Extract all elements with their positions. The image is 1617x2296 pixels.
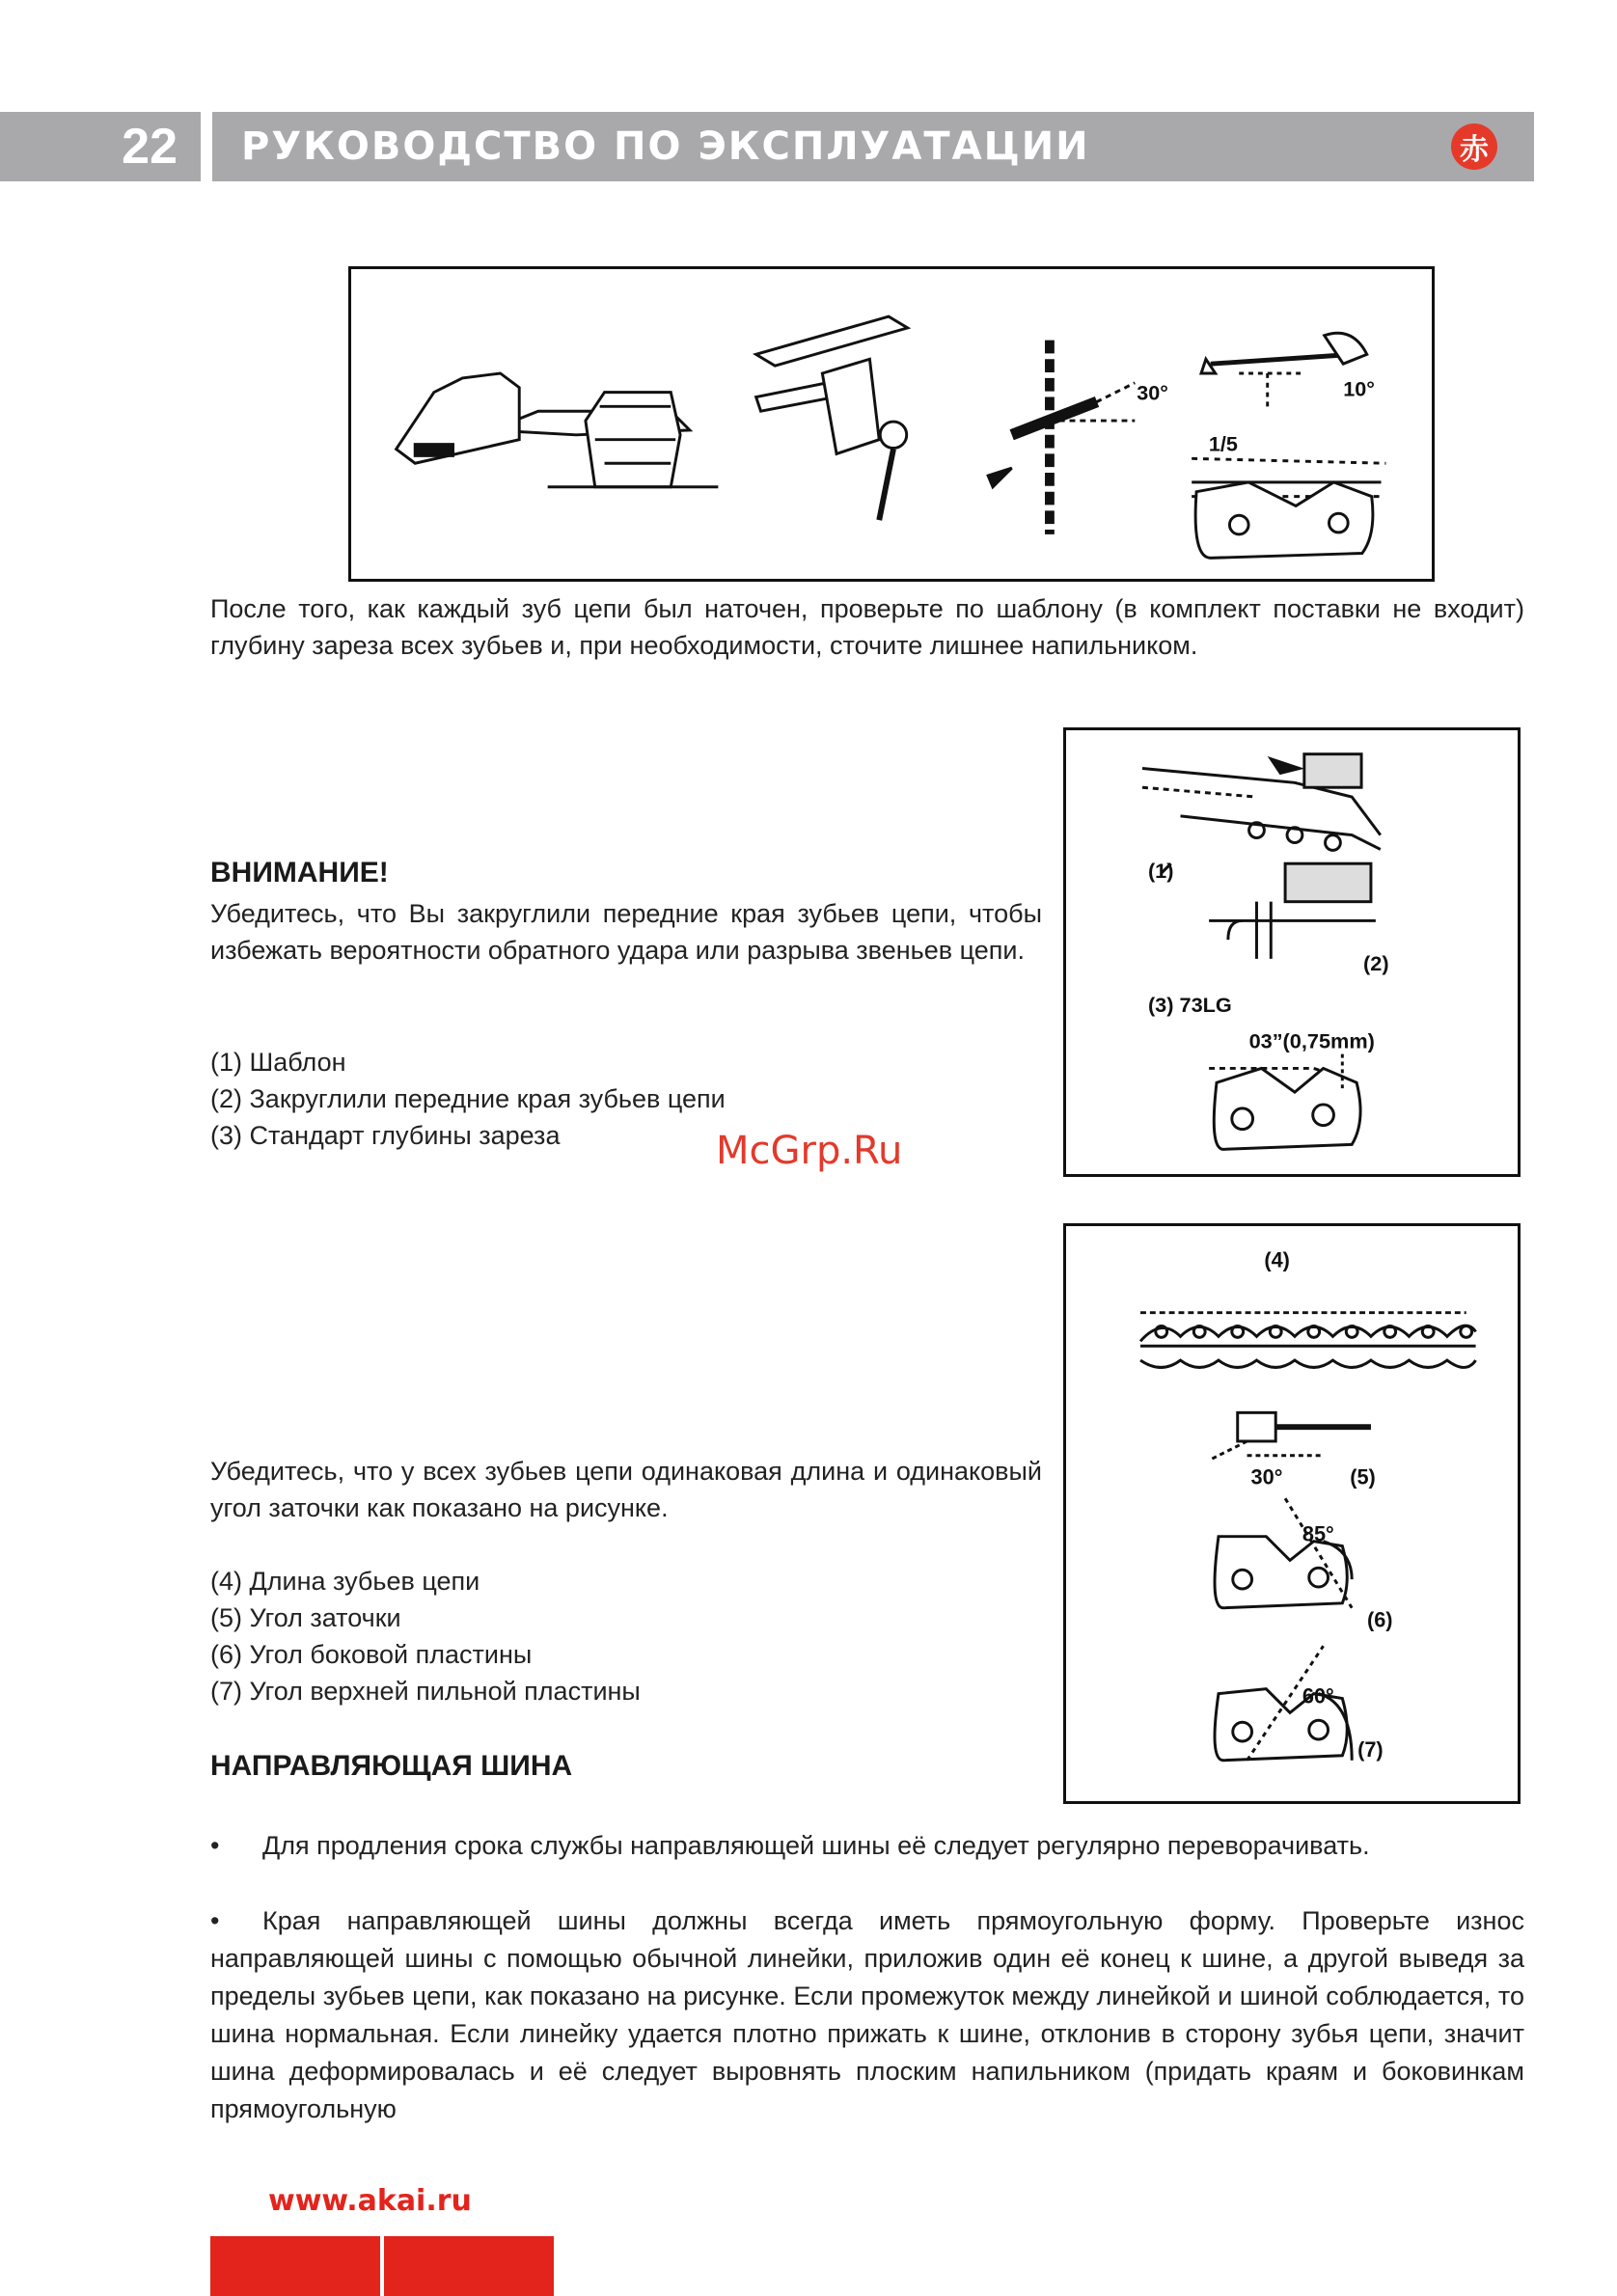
label-3: (3) 73LG — [1147, 993, 1232, 1018]
depth-gauge-illustration — [1066, 730, 1518, 1174]
logo-glyph: 赤 — [1460, 133, 1489, 167]
figure-depth-gauge — [1063, 727, 1521, 1177]
label-4: (4) — [1264, 1247, 1290, 1272]
side-plate-angle-icon — [1215, 1498, 1352, 1608]
template-check-paragraph: После того, как каждый зуб цепи был наточен, проверьте по шаблону (в комплект поставки не входит) глубину зареза всех зубьев и, при необходимости, сточите лишнее напильником. — [210, 594, 1524, 660]
measure-label: 03”(0,75mm) — [1248, 1028, 1375, 1053]
label-5: (5) — [1350, 1464, 1376, 1490]
footer-url[interactable]: www.akai.ru — [268, 2184, 472, 2218]
sharpening-illustration — [351, 269, 1432, 579]
angle-60-label: 60° — [1302, 1683, 1334, 1708]
bullet-text: Для продления срока службы направляющей шины её следует регулярно переворачивать. — [262, 1831, 1370, 1860]
list-item: (1) Шаблон — [210, 1048, 346, 1077]
footer-red-block — [210, 2236, 380, 2296]
list-item: (3) Стандарт глубины зареза — [210, 1121, 561, 1150]
teeth-text: Убедитесь, что у всех зубьев цепи одинаковая длина и одинаковый угол заточки как показано на рисунке. — [210, 1457, 1042, 1522]
page-number-text: 22 — [122, 119, 178, 175]
bullet-item — [210, 1902, 1524, 2128]
list-item: (7) Угол верхней пильной пластины — [210, 1677, 641, 1706]
list-item: (5) Угол заточки — [210, 1603, 401, 1632]
guide-bar-heading: НАПРАВЛЯЮЩАЯ ШИНА — [210, 1750, 573, 1782]
list-item: (6) Угол боковой пластины — [210, 1640, 533, 1669]
bullet-item — [210, 1827, 1524, 1865]
list-item: (4) Длина зубьев цепи — [210, 1567, 480, 1596]
warning-text: Убедитесь, что Вы закруглили передние края зубьев цепи, чтобы избежать вероятности обратного удара или разрыва звеньев цепи. — [210, 899, 1042, 965]
file-angle-icon — [988, 341, 1135, 534]
brand-logo-icon — [1451, 123, 1497, 170]
watermark-text: McGrp.Ru — [716, 1129, 903, 1173]
warning-heading: ВНИМАНИЕ! — [210, 857, 389, 888]
bullet-glyph: • — [210, 1831, 220, 1860]
chain-template-icon — [1142, 754, 1381, 1150]
fraction-label: 1/5 — [1208, 431, 1238, 456]
vise-clamp-icon — [756, 316, 908, 520]
file-angle-30-icon — [1209, 1412, 1371, 1460]
angle-10-label: 10° — [1343, 376, 1375, 401]
footer-red-block — [384, 2236, 554, 2296]
label-7: (7) — [1357, 1736, 1384, 1762]
angle-85-label: 85° — [1302, 1521, 1334, 1546]
angle-30-label: 30° — [1137, 380, 1168, 405]
bullet-glyph: • — [210, 1906, 220, 1935]
teeth-angles-illustration — [1066, 1226, 1518, 1801]
page-number — [0, 112, 201, 181]
warning-list — [210, 1044, 1040, 1154]
angle-30-label: 30° — [1250, 1464, 1283, 1490]
chain-links-icon — [1140, 1313, 1476, 1368]
figure-sharpening — [348, 266, 1435, 582]
label-2: (2) — [1363, 950, 1389, 975]
chainsaw-stump-icon — [397, 373, 719, 487]
header-title: РУКОВОДСТВО ПО ЭКСПЛУАТАЦИИ — [241, 124, 1090, 169]
list-item: (2) Закруглили передние края зубьев цепи — [210, 1084, 726, 1113]
figure-teeth-angles — [1063, 1223, 1521, 1804]
label-1: (1) — [1147, 859, 1174, 884]
bullet-text: Края направляющей шины должны всегда иметь прямоугольную форму. Проверьте износ направляющей шины с помощью обычной линейки, приложив один её конец к шине, а другой выведя за пределы зубьев цепи, как показано на рисунке. Если промежуток между линейкой и шиной соблюдается, то шина нормальная. Если линейку удается плотно прижать к шине, отклонив в сторону зубья цепи, значит шина деформировалась и её следует выровнять плоским напильником (придать краям и боковинкам прямоугольную — [210, 1906, 1524, 2123]
header-bar — [212, 112, 1534, 181]
label-6: (6) — [1367, 1607, 1393, 1632]
teeth-list — [210, 1563, 1040, 1709]
